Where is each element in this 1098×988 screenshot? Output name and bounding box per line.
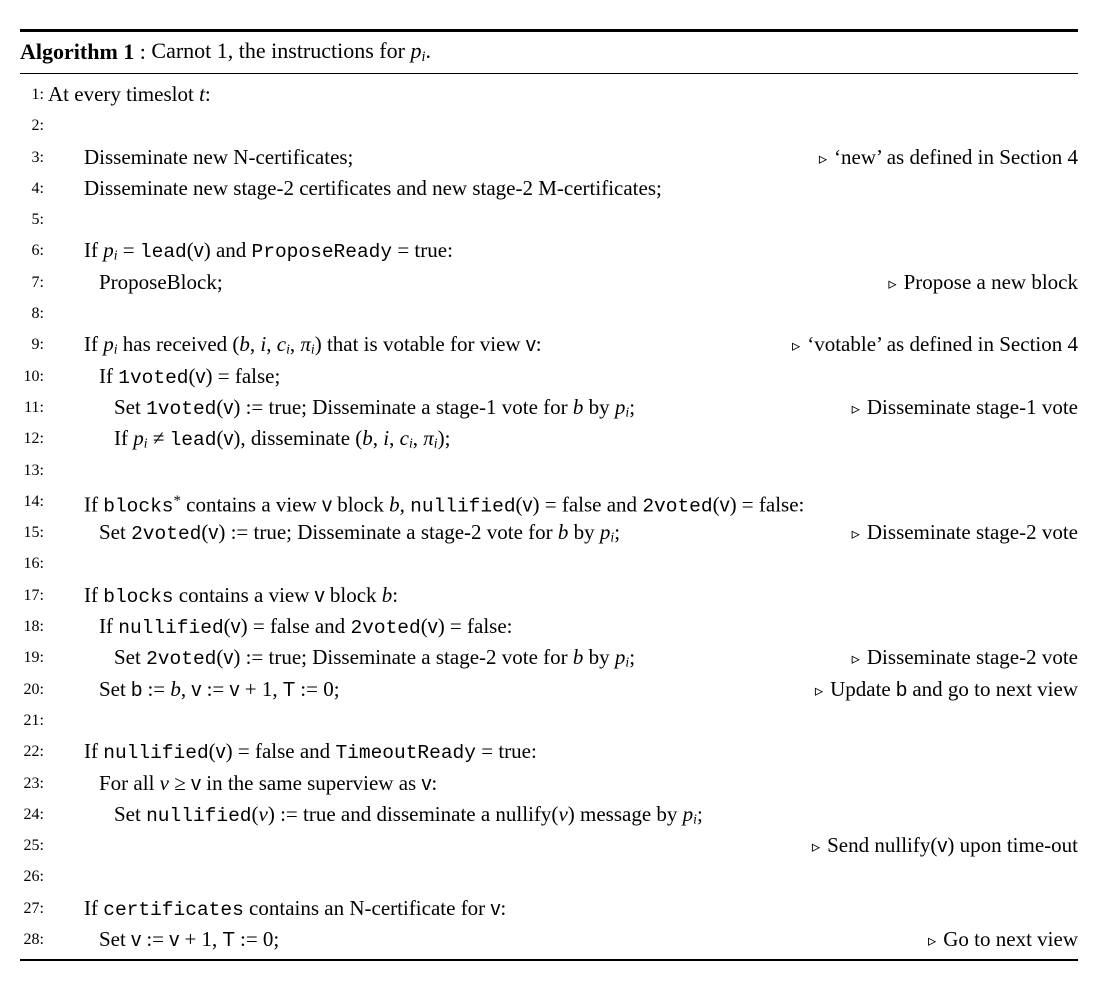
text-segment: ) message by [567, 801, 683, 826]
algo-line [20, 142, 1078, 173]
text-segment: , [389, 426, 400, 451]
text-segment: Set [114, 394, 147, 419]
text-segment: : [431, 770, 438, 795]
text-segment: v [558, 801, 568, 826]
line-number: 23: [23, 774, 44, 792]
text-segment: b [170, 676, 181, 701]
text-segment: Update [830, 676, 897, 701]
line-number: 15: [23, 524, 44, 542]
comment-triangle-icon: ▹ [818, 148, 828, 168]
line-statement [99, 361, 280, 394]
text-segment: = true: [392, 238, 453, 263]
algorithm-header [20, 32, 1078, 73]
text-segment: . [425, 38, 431, 64]
text-segment: certificates [103, 898, 244, 921]
text-segment: by [568, 520, 600, 545]
text-segment: := 0; [295, 676, 340, 701]
line-number: 16: [23, 555, 44, 573]
line-number: 19: [23, 649, 44, 667]
algo-line [20, 423, 1078, 454]
text-segment: v [208, 522, 219, 545]
text-segment: ( [420, 614, 428, 639]
algo-line [20, 204, 1078, 235]
text-segment: Carnot 1, the instructions for [151, 38, 411, 64]
text-segment: p [682, 801, 694, 826]
text-segment: ) = false and [532, 492, 643, 517]
algo-line [20, 110, 1078, 141]
text-segment: v [490, 897, 501, 920]
line-number: 28: [23, 931, 44, 949]
algo-line [20, 517, 1078, 548]
text-segment: b [239, 332, 250, 357]
text-segment: t [199, 82, 205, 106]
comment-triangle-icon: ▹ [851, 649, 860, 669]
text-segment: b [896, 678, 908, 701]
text-segment: i [143, 435, 148, 451]
text-segment: ; [629, 645, 636, 670]
text-segment: ) = false and [240, 614, 351, 639]
text-segment: v [195, 365, 206, 388]
text-segment: i [625, 655, 630, 671]
text-segment: ( [712, 492, 720, 517]
line-statement [84, 142, 353, 173]
text-segment: T [282, 678, 296, 701]
text-segment: ; [629, 394, 636, 419]
text-segment: Propose a new block [903, 269, 1078, 294]
text-segment: ProposeReady [251, 241, 393, 264]
line-statement [99, 611, 513, 644]
line-statement [99, 768, 437, 800]
text-segment: v [193, 240, 204, 263]
algo-line [20, 580, 1078, 611]
text-segment: 2voted [146, 648, 217, 671]
line-comment [852, 392, 1078, 424]
text-segment: ) = false and [225, 739, 336, 764]
line-number: 3: [31, 148, 44, 166]
text-segment: ≠ [147, 426, 170, 451]
text-segment: 1voted [118, 366, 189, 389]
line-number: 21: [23, 711, 44, 729]
line-statement [99, 267, 223, 298]
line-number: 12: [23, 430, 44, 448]
text-segment: contains an N-certificate for [243, 895, 491, 920]
text-segment: v [427, 616, 438, 639]
text-segment: i [408, 435, 413, 451]
text-segment: If [99, 363, 119, 388]
text-segment: := [141, 927, 170, 952]
line-comment [792, 329, 1078, 361]
text-segment: , [412, 426, 424, 451]
text-segment: i [113, 248, 118, 264]
text-segment: i [693, 811, 697, 827]
text-segment: lead [169, 429, 217, 452]
line-number: 4: [31, 179, 44, 197]
text-segment: 2voted [642, 495, 713, 518]
algo-line [20, 79, 1078, 110]
text-segment: nullified [146, 804, 252, 827]
text-segment: ( [201, 520, 209, 545]
text-segment: by [583, 645, 615, 670]
line-statement [99, 924, 279, 956]
line-statement [48, 79, 211, 110]
text-segment: ( [515, 492, 523, 517]
text-segment: p [133, 426, 144, 451]
text-segment: b [572, 645, 584, 670]
line-number: 27: [23, 899, 44, 917]
text-segment: * [173, 492, 181, 509]
text-segment: v [169, 929, 180, 952]
text-segment: π [423, 426, 434, 451]
text-segment: blocks [103, 585, 174, 608]
algo-line [20, 799, 1078, 830]
line-number: 24: [23, 805, 44, 823]
text-segment: Disseminate stage-2 vote [866, 645, 1078, 670]
text-segment: If [84, 332, 104, 357]
text-segment: ) upon time-out [947, 833, 1078, 858]
text-segment: + 1, [239, 676, 283, 701]
algo-line [20, 893, 1078, 924]
text-segment: ) := true; Disseminate a stage-1 vote for [233, 394, 573, 419]
text-segment: := [201, 676, 230, 701]
text-segment: block [331, 492, 390, 517]
text-segment: If [99, 614, 119, 639]
text-segment: v [223, 428, 234, 451]
text-segment: nullified [410, 495, 516, 518]
text-segment: ; [614, 520, 621, 545]
text-segment: ≥ [169, 770, 192, 795]
text-segment: i [421, 48, 426, 65]
text-segment: : [204, 82, 211, 106]
text-segment: T [222, 929, 235, 952]
text-segment: p [103, 332, 114, 357]
algo-line [20, 705, 1078, 736]
text-segment: Disseminate stage-1 vote [866, 394, 1078, 419]
text-segment: ( [216, 426, 224, 451]
text-segment: i [383, 426, 390, 451]
comment-triangle-icon: ▹ [851, 524, 860, 544]
algo-line [20, 486, 1078, 517]
text-segment: b [381, 582, 393, 607]
text-segment: 1voted [146, 397, 217, 420]
text-segment: If [84, 492, 104, 517]
text-segment: ProposeBlock; [99, 269, 223, 294]
line-number: 26: [23, 868, 44, 886]
text-segment: blocks [103, 495, 174, 518]
text-segment: i [260, 332, 267, 357]
algo-line [20, 736, 1078, 767]
algo-line [20, 298, 1078, 329]
algorithm-label: Algorithm 1 [20, 39, 135, 64]
comment-triangle-icon: ▹ [811, 837, 821, 857]
text-segment: p [614, 645, 626, 670]
line-statement [84, 580, 398, 613]
text-segment: If [114, 426, 134, 451]
text-segment: p [614, 394, 626, 419]
line-number: 6: [31, 242, 44, 260]
text-segment: ( [208, 739, 216, 764]
line-number: 9: [31, 336, 44, 354]
text-segment: b [362, 426, 373, 451]
text-segment: nullified [118, 617, 224, 640]
line-number: 18: [23, 618, 44, 636]
text-segment: v [258, 801, 268, 826]
text-segment: v [223, 396, 234, 419]
text-segment: ) = false: [729, 492, 805, 517]
line-number: 5: [31, 211, 44, 229]
text-segment: v [215, 741, 226, 764]
line-number: 11: [24, 398, 44, 416]
text-segment: := [142, 676, 171, 701]
algo-line [20, 861, 1078, 892]
line-statement [84, 173, 662, 204]
text-segment: b [131, 678, 143, 701]
algo-line [20, 924, 1078, 955]
text-segment: v [223, 647, 234, 670]
algo-line [20, 830, 1078, 861]
text-segment: p [410, 38, 422, 64]
line-comment [852, 517, 1078, 549]
text-segment: b [389, 492, 400, 517]
text-segment: = [117, 238, 140, 263]
text-segment: ( [216, 394, 224, 419]
text-segment: v [230, 616, 241, 639]
text-segment: + 1, [179, 927, 223, 952]
text-segment: nullified [103, 742, 209, 765]
text-segment: b [572, 394, 584, 419]
text-segment: c [399, 426, 409, 451]
text-segment: 2voted [131, 523, 202, 546]
text-segment: , [289, 332, 301, 357]
algo-line [20, 642, 1078, 673]
text-segment: For all [99, 770, 160, 795]
algo-line [20, 361, 1078, 392]
text-segment: : [500, 895, 507, 920]
text-segment: If [84, 739, 104, 764]
text-segment: by [583, 394, 615, 419]
line-comment [815, 674, 1078, 706]
line-number: 20: [23, 680, 44, 698]
line-number: 1: [31, 86, 44, 103]
text-segment: v [525, 334, 536, 357]
text-segment: Set [114, 801, 147, 826]
line-comment [852, 642, 1078, 674]
text-segment: At every timeslot [48, 82, 200, 106]
line-comment [812, 830, 1078, 862]
text-segment: TimeoutReady [335, 742, 476, 765]
text-segment: in the same superview as [201, 770, 422, 795]
text-segment: v [719, 494, 730, 517]
comment-triangle-icon: ▹ [814, 680, 824, 700]
text-segment: v [522, 494, 533, 517]
algo-line [20, 674, 1078, 705]
text-segment: ( [216, 645, 224, 670]
text-segment: ) = false; [205, 363, 281, 388]
text-segment: p [103, 238, 114, 263]
line-statement [84, 893, 506, 926]
text-segment: Set [99, 927, 132, 952]
text-segment: b [557, 520, 569, 545]
text-segment: Go to next view [943, 927, 1078, 952]
text-segment: v [159, 770, 169, 795]
text-segment: ‘new’ as defined in Section 4 [834, 144, 1078, 169]
text-segment: lead [139, 241, 187, 264]
text-segment: i [286, 342, 290, 358]
text-segment: , [266, 332, 277, 357]
text-segment: , [249, 332, 261, 357]
algo-line [20, 768, 1078, 799]
text-segment: If [84, 582, 104, 607]
text-segment: v [131, 929, 142, 952]
text-segment: , [399, 492, 411, 517]
text-segment: i [433, 435, 438, 451]
line-comment [819, 142, 1078, 174]
text-segment: Disseminate new N-certificates; [84, 144, 354, 169]
text-segment: ‘votable’ as defined in Section 4 [807, 332, 1078, 357]
line-number: 8: [31, 305, 44, 323]
text-segment: ( [223, 614, 231, 639]
line-number: 22: [23, 743, 44, 761]
header-separator: : [134, 39, 152, 64]
line-number: 14: [23, 492, 44, 510]
text-segment: := 0; [234, 927, 280, 952]
comment-triangle-icon: ▹ [928, 931, 937, 951]
text-segment: If [84, 238, 104, 263]
text-segment: v [322, 494, 332, 517]
text-segment: ) that is votable for view [314, 332, 526, 357]
algo-line [20, 173, 1078, 204]
algo-line [20, 548, 1078, 579]
algo-line [20, 611, 1078, 642]
text-segment: ( [251, 801, 259, 826]
comment-triangle-icon: ▹ [792, 336, 801, 356]
text-segment: ) = false: [437, 614, 513, 639]
text-segment: c [276, 332, 287, 357]
text-segment: block [324, 582, 382, 607]
line-statement [84, 736, 537, 769]
text-segment: Send nullify( [827, 833, 938, 858]
text-segment: = true: [475, 739, 537, 764]
line-comment [928, 924, 1078, 956]
text-segment: ) and [203, 238, 252, 263]
algo-line [20, 392, 1078, 423]
text-segment: v [421, 772, 432, 795]
text-segment: ), disseminate ( [233, 426, 363, 451]
text-segment: Set [114, 645, 147, 670]
algo-line [20, 329, 1078, 360]
algorithm-title [151, 38, 431, 66]
bottom-rule [20, 959, 1078, 961]
text-segment: Disseminate stage-2 vote [866, 520, 1078, 545]
text-segment: Set [99, 520, 132, 545]
algo-line [20, 235, 1078, 266]
line-number: 10: [23, 367, 44, 385]
text-segment: i [625, 404, 630, 420]
text-segment: ); [437, 426, 451, 451]
comment-triangle-icon: ▹ [888, 273, 897, 293]
line-number: 7: [31, 273, 44, 291]
text-segment: p [599, 520, 611, 545]
text-segment: i [610, 529, 615, 545]
text-segment: ( [188, 363, 196, 388]
text-segment: ) := true; Disseminate a stage-2 vote for [218, 520, 558, 545]
text-segment: has received ( [117, 332, 240, 357]
text-segment: If [84, 895, 104, 920]
algorithm-figure [20, 29, 1078, 961]
text-segment: ( [186, 238, 194, 263]
line-comment [888, 267, 1078, 299]
text-segment: ) := true; Disseminate a stage-2 vote for [233, 645, 573, 670]
text-segment: : [535, 332, 542, 357]
line-number: 17: [23, 586, 44, 604]
text-segment: : [392, 582, 399, 607]
text-segment: and go to next view [907, 676, 1078, 701]
text-segment: v [191, 678, 202, 701]
text-segment: i [310, 342, 315, 358]
line-number: 13: [23, 461, 44, 479]
comment-triangle-icon: ▹ [851, 398, 860, 418]
text-segment: i [113, 342, 118, 358]
text-segment: ) := true and disseminate a nullify( [267, 801, 559, 826]
line-number: 2: [31, 117, 44, 135]
text-segment: v [937, 835, 948, 858]
text-segment: Disseminate new stage-2 certificates and new stage-2 M-certificates; [84, 175, 662, 200]
text-segment: v [314, 584, 325, 607]
text-segment: Set [99, 676, 132, 701]
line-statement [99, 674, 340, 706]
algo-line [20, 267, 1078, 298]
text-segment: , [180, 676, 192, 701]
text-segment: , [372, 426, 384, 451]
text-segment: contains a view [180, 492, 322, 517]
algo-line [20, 455, 1078, 486]
text-segment: 2voted [350, 617, 421, 640]
text-segment: π [300, 332, 311, 357]
text-segment: contains a view [173, 582, 315, 607]
algorithm-body [20, 74, 1078, 959]
text-segment: ; [696, 801, 703, 826]
text-segment: v [191, 772, 201, 795]
line-number: 25: [23, 837, 44, 855]
text-segment: v [229, 678, 240, 701]
